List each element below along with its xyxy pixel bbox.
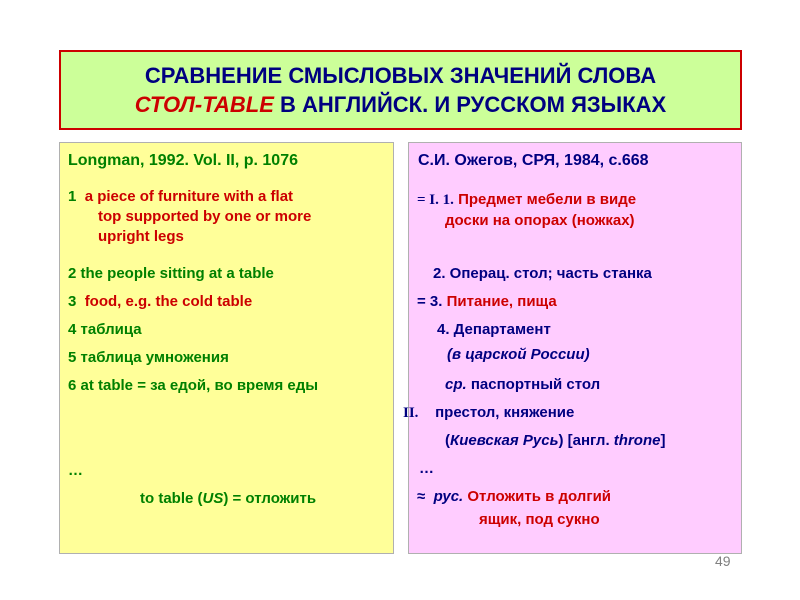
def-1-number: 1: [68, 188, 77, 205]
slide-title: [59, 50, 742, 130]
idiom-us: US: [202, 490, 224, 507]
r-def-5: [445, 375, 600, 394]
r-def-7-italic: Киевская Русь: [450, 432, 559, 449]
def-1-line-2: top supported by one or more: [98, 208, 312, 225]
r-def-6: [403, 403, 574, 423]
right-ellipsis: …: [419, 460, 434, 477]
r-def-8-text: Отложить в долгий: [467, 488, 612, 505]
r-def-4-sub: [447, 345, 590, 364]
r-def-4: 4. Департамент: [437, 321, 551, 338]
r-def-6-number: II.: [403, 405, 419, 421]
r-def-8-line-1: [417, 487, 611, 506]
def-5: 5 таблица умножения: [68, 349, 229, 366]
idiom-prefix: to table (: [140, 490, 203, 507]
def-1-text: a piece of furniture with a flat: [84, 188, 294, 205]
idiom-suffix: ) = отложить: [223, 490, 317, 507]
r-def-5-cf: ср.: [445, 376, 467, 393]
r-def-8-line-2: ящик, под сукно: [479, 511, 600, 528]
r-def-6-text: престол, княжение: [435, 404, 575, 421]
ozhegov-panel: [403, 142, 742, 554]
def-3: [68, 292, 252, 311]
r-def-7-open: (: [445, 432, 450, 449]
longman-panel: [59, 142, 394, 554]
r-def-8-rus: рус.: [433, 488, 464, 505]
def-1-line-1: [68, 187, 293, 206]
r-def-1-text: Предмет мебели в виде: [458, 191, 637, 208]
r-def-7: [445, 431, 665, 450]
r-def-5-text: паспортный стол: [470, 376, 601, 393]
r-def-7-mid: ) [англ.: [558, 432, 614, 449]
longman-source: Longman, 1992. Vol. II, p. 1076: [68, 152, 298, 169]
approx-sign: ≈: [417, 488, 426, 505]
r-def-2: 2. Операц. стол; часть станка: [433, 265, 652, 282]
r-def-7-throne: throne: [613, 432, 661, 449]
title-keyword: СТОЛ-TABLE: [134, 92, 274, 117]
def-4: 4 таблица: [68, 321, 142, 338]
def-3-number: 3: [68, 293, 77, 310]
idiom-to-table: [140, 489, 316, 508]
r-def-1-line-1: [417, 190, 636, 210]
r-def-7-close: ]: [660, 432, 666, 449]
title-line-2: [135, 90, 666, 119]
def-1-line-3: upright legs: [98, 228, 184, 245]
title-line-2-rest: В АНГЛИЙСК. И РУССКОМ ЯЗЫКАХ: [273, 92, 667, 117]
def-6: 6 at table = за едой, во время еды: [68, 377, 319, 394]
r-def-1-prefix: = I. 1.: [417, 192, 454, 208]
left-ellipsis: …: [68, 462, 83, 479]
r-def-4-sub-text: (в царской России): [447, 346, 590, 363]
page-number: 49: [715, 553, 731, 569]
def-2: 2 the people sitting at a table: [68, 265, 274, 282]
r-def-3: [417, 292, 557, 311]
r-def-3-text: Питание, пища: [446, 293, 557, 310]
ozhegov-source: С.И. Ожегов, СРЯ, 1984, с.668: [418, 152, 649, 169]
title-line-1: СРАВНЕНИЕ СМЫСЛОВЫХ ЗНАЧЕНИЙ СЛОВА: [144, 63, 657, 88]
r-def-3-prefix: = 3.: [417, 293, 443, 310]
def-3-text: food, e.g. the cold table: [84, 293, 253, 310]
r-def-1-line-2: доски на опорах (ножках): [445, 212, 635, 229]
